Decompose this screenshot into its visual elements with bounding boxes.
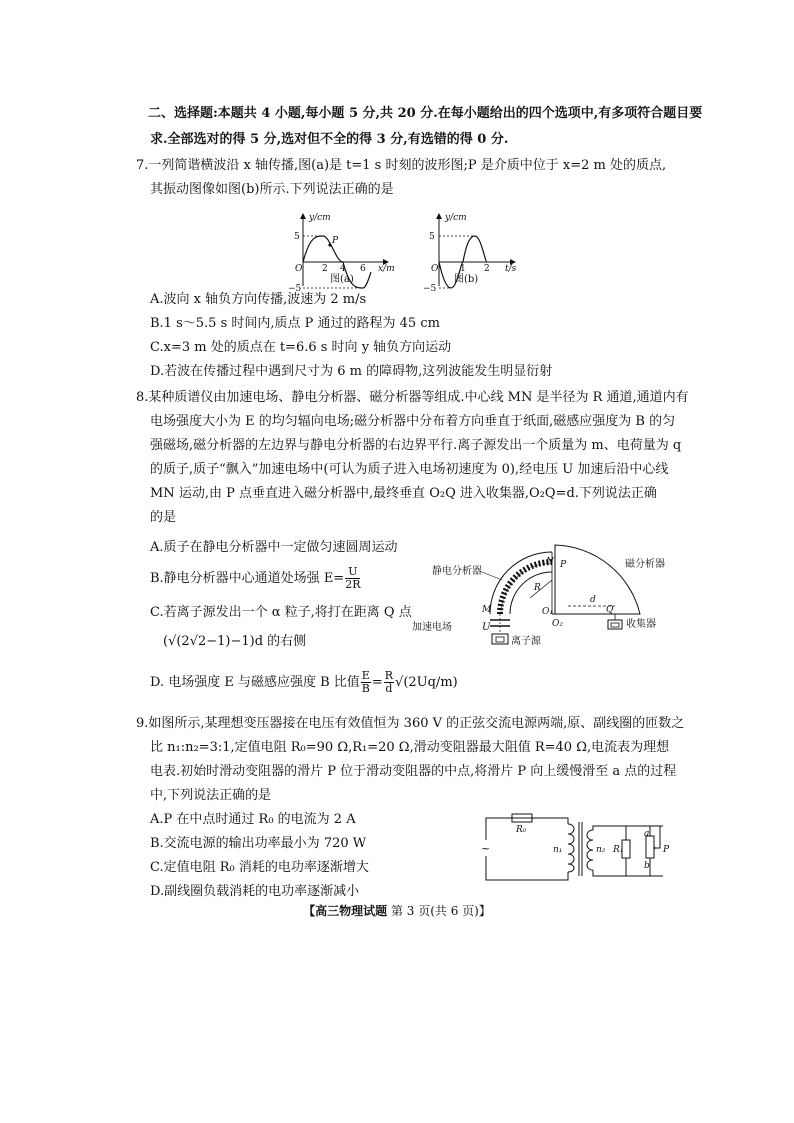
- frac-den: 2R: [345, 578, 361, 591]
- q8-option-d-frac2: [384, 670, 394, 695]
- fig-a-caption: 图(a): [330, 274, 354, 285]
- o2-label: O₂: [552, 619, 563, 629]
- collector-label: 收集器: [626, 619, 656, 630]
- q8-option-b: [150, 566, 361, 591]
- q8-option-d-text: D. 电场强度 E 与磁感应强度 B 比值: [150, 675, 360, 690]
- n2-label: n₂: [596, 845, 606, 855]
- n-label: N: [546, 557, 554, 567]
- fig-b-tick1: 1: [460, 264, 466, 274]
- fig-a-origin: O: [295, 264, 303, 274]
- section-title-line1: 二、选择题:本题共 4 小题,每小题 5 分,共 20 分.在每小题给出的四个选项中,有多项符合题目要: [148, 106, 703, 121]
- q7-stem-line2: 其振动图像如图(b)所示.下列说法正确的是: [150, 182, 394, 197]
- fig-b-origin: O: [431, 264, 439, 274]
- q8-stem-line4: 的质子,质子“飘入”加速电场中(可认为质子进入电场初速度为 0),经电压 U 加速后沿中心线: [150, 462, 669, 477]
- fig-a-ylabel: y/cm: [309, 213, 331, 223]
- q7-option-c: C.x=3 m 处的质点在 t=6.6 s 时向 y 轴负方向运动: [150, 340, 452, 355]
- q9-option-d: D.副线圈负载消耗的电功率逐渐减小: [150, 884, 360, 899]
- b-label: b: [644, 861, 650, 871]
- footer-page: 第 3 页(共 6 页)】: [390, 904, 491, 918]
- msa-label: 磁分析器: [625, 559, 665, 570]
- q9-option-c: C.定值电阻 R₀ 消耗的电功率逐渐增大: [150, 860, 369, 875]
- u-label: U: [482, 622, 491, 633]
- a-label: a: [644, 829, 650, 839]
- q7-stem-line1: 7.一列简谐横波沿 x 轴传播,图(a)是 t=1 s 时刻的波形图;P 是介质中位于 x=2 m 处的质点,: [136, 158, 667, 173]
- fig-a-tick6: 6: [360, 264, 366, 274]
- r-label: R: [534, 583, 541, 593]
- ac-source-symbol: ~: [481, 842, 491, 855]
- fig-b-caption: 图(b): [454, 274, 479, 285]
- frac-num: U: [345, 566, 360, 579]
- frac-num: E: [361, 669, 370, 682]
- section-title-line2: 求.全部选对的得 5 分,选对但不全的得 3 分,有选错的得 0 分.: [150, 132, 509, 147]
- r0-label: R₀: [516, 825, 527, 835]
- fig-a-p: P: [332, 236, 339, 246]
- q7-option-a: A.波向 x 轴负方向传播,波速为 2 m/s: [150, 292, 367, 307]
- q8-mass-spectrometer-figure: [410, 540, 665, 675]
- fig-b-ylabel: y/cm: [445, 213, 467, 223]
- frac-den: B: [361, 682, 370, 695]
- n1-label: n₁: [553, 845, 563, 855]
- d-label: d: [590, 595, 596, 605]
- q9-option-b: B.交流电源的输出功率最小为 720 W: [150, 836, 367, 851]
- q8-option-d-sqrt: √(2Uq/m): [395, 675, 458, 690]
- p-label: P: [663, 845, 670, 855]
- fig-b-tick2: 2: [484, 264, 490, 274]
- q9-transformer-circuit: [478, 810, 678, 890]
- q8-option-c-line2: (√(2√2−1)−1)d 的右侧: [163, 634, 307, 649]
- fig-b-yneg5: −5: [423, 284, 437, 294]
- q7-option-d: D.若波在传播过程中遇到尺寸为 6 m 的障碍物,这列波能发生明显衍射: [150, 364, 553, 379]
- fig-a-y5: 5: [294, 232, 300, 242]
- frac-num: R: [384, 669, 394, 682]
- fig-a-tick2: 2: [322, 264, 328, 274]
- q-label: Q: [606, 605, 614, 615]
- src-label: 离子源: [511, 636, 541, 647]
- q9-stem-line4: 中,下列说法正确的是: [150, 788, 272, 803]
- fig-a-xlabel: x/m: [378, 264, 395, 274]
- o1-label: O₁: [542, 607, 553, 617]
- equals-sign: =: [371, 675, 383, 690]
- q8-option-b-text: B.静电分析器中心通道处场强 E=: [150, 571, 345, 586]
- q8-option-c-line1: C.若离子源发出一个 α 粒子,将打在距离 Q 点: [150, 605, 412, 620]
- fig-b-y5: 5: [429, 232, 435, 242]
- r1-label: R₁: [613, 845, 624, 855]
- page-footer: [0, 903, 794, 919]
- q8-stem-line6: 的是: [150, 510, 177, 525]
- q9-stem-line3: 电表.初始时滑动变阻器的滑片 P 位于滑动变阻器的中点,将滑片 P 向上缓慢滑至 a 点的过程: [150, 764, 677, 779]
- q9-stem-line2: 比 n₁:n₂=3:1,定值电阻 R₀=90 Ω,R₁=20 Ω,滑动变阻器最大阻值 R=40 Ω,电流表为理想: [150, 740, 670, 755]
- fig-b-xlabel: t/s: [505, 264, 517, 274]
- p-label: P: [560, 560, 567, 570]
- acc-label: 加速电场: [412, 622, 452, 633]
- footer-title: 【高三物理试题: [303, 904, 388, 918]
- q8-option-a: A.质子在静电分析器中一定做匀速圆周运动: [150, 540, 398, 555]
- q8-stem-line1: 8.某种质谱仪由加速电场、静电分析器、磁分析器等组成.中心线 MN 是半径为 R 通道,通道内有: [136, 390, 689, 405]
- frac-den: d: [385, 682, 393, 695]
- q7-option-b: B.1 s～5.5 s 时间内,质点 P 通过的路程为 45 cm: [150, 316, 440, 331]
- q8-stem-line2: 电场强度大小为 E 的均匀辐向电场;磁分析器中分布着方向垂直于纸面,磁感应强度为 B 的匀: [150, 414, 676, 429]
- q8-option-d-frac1: [361, 670, 371, 695]
- fig-a-tick4: 4: [340, 264, 346, 274]
- esa-label: 静电分析器: [432, 566, 482, 577]
- q8-stem-line5: MN 运动,由 P 点垂直进入磁分析器中,最终垂直 O₂Q 进入收集器,O₂Q=d.下列说法正确: [150, 486, 657, 501]
- q9-option-a: A.P 在中点时通过 R₀ 的电流为 2 A: [150, 812, 356, 827]
- q8-stem-line3: 强磁场,磁分析器的左边界与静电分析器的右边界平行.离子源发出一个质量为 m、电荷量为 q: [150, 438, 682, 453]
- q9-stem-line1: 9.如图所示,某理想变压器接在电压有效值恒为 360 V 的正弦交流电源两端,原、副线圈的匝数之: [136, 716, 685, 731]
- q8-option-b-fraction: [345, 566, 360, 591]
- m-label: M: [482, 605, 492, 615]
- fig-a-yneg5: −5: [288, 284, 302, 294]
